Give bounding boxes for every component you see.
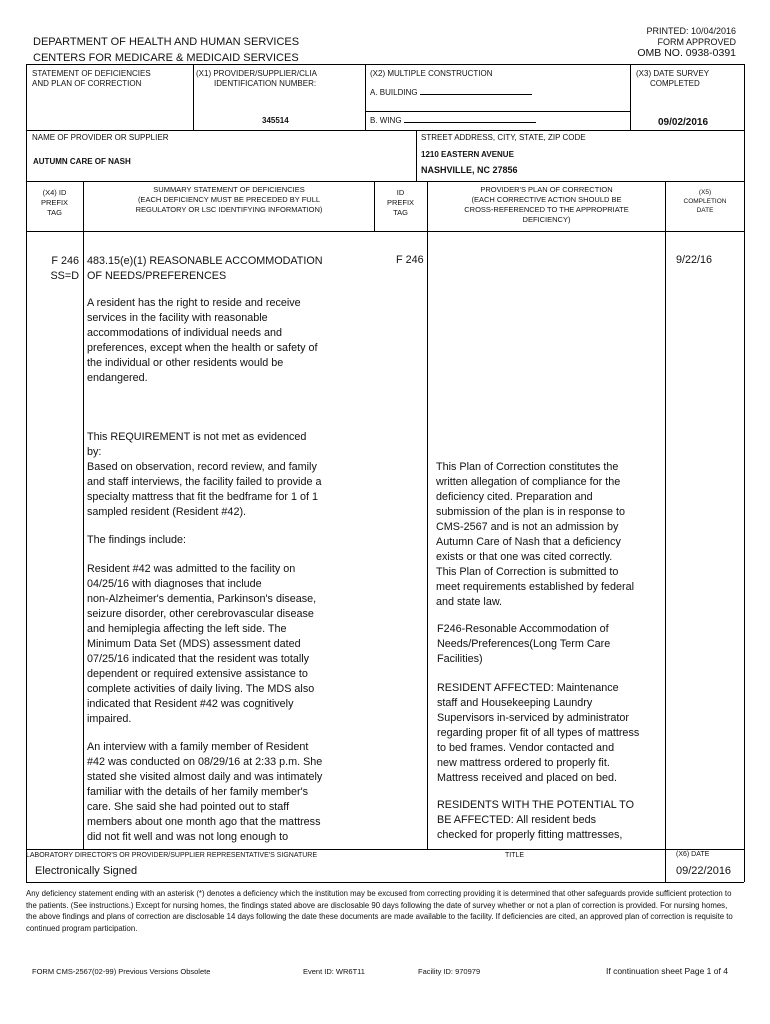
printed-date: PRINTED: 10/04/2016 <box>646 26 736 36</box>
completion-date: 9/22/16 <box>676 254 713 266</box>
provider-name-label: NAME OF PROVIDER OR SUPPLIER <box>32 133 169 142</box>
address-label: STREET ADDRESS, CITY, STATE, ZIP CODE <box>421 133 586 142</box>
family-interview: An interview with a family member of Resident #42 was conducted on 08/29/16 at 2:33 p.m. She stated she visited almost daily and was intimately familiar with the details of her family member's care. She said she had pointed out to staff members about one month ago that the mattress did not fit well and was not long enough to <box>87 741 323 843</box>
title-label: TITLE <box>505 852 525 859</box>
building-blank <box>420 86 532 95</box>
plan-f246-title: F246-Resonable Accommodation of Needs/Preferences(Long Term Care Facilities) <box>437 623 611 665</box>
right-prefix-tag: F 246 <box>396 254 424 266</box>
x1-label: (X1) PROVIDER/SUPPLIER/CLIA IDENTIFICATION NUMBER: <box>196 69 317 88</box>
x4-header: (X4) ID PREFIX TAG <box>40 188 69 217</box>
page-continuation: If continuation sheet Page 1 of 4 <box>606 966 728 976</box>
statement-label: STATEMENT OF DEFICIENCIES AND PLAN OF CORRECTION <box>32 69 151 88</box>
form-approved: FORM APPROVED <box>657 37 736 47</box>
wing-blank <box>404 114 536 123</box>
plan-resident-affected: RESIDENT AFFECTED: Maintenance staff and Housekeeping Laundry Supervisors in-serviced by administrator regarding proper fit of all types of mattress to bed frames. Vendor contacted and new mattress ordered to properly fit. Mattress received and placed on bed. <box>437 682 640 784</box>
findings-resident-42: Resident #42 was admitted to the facility on 04/25/16 with diagnoses that include non-Alzheimer's dementia, Parkinson's disease, seizure disorder, other cerebrovascular disease and hemiplegia affecting the left side. The Minimum Data Set (MDS) assessment dated 07/25/16 indicated that the resident was totally dependent or required extensive assistance to complete activities of daily living. The MDS also indicated that Resident #42 was cognitively impaired. <box>87 563 317 725</box>
form-number: FORM CMS-2567(02-99) Previous Versions Obsolete <box>32 967 211 976</box>
regulation-text: A resident has the right to reside and receive services in the facility with reasonable accommodations of individual needs and preferences, except when the health or safety of the individual or other residents would be endangered. <box>87 297 318 384</box>
x5-header: (X5) COMPLETION DATE <box>683 189 727 214</box>
plan-intro: This Plan of Correction constitutes the written allegation of compliance for the deficiency cited. Preparation and submission of the plan is in response to CMS-2567 and is not an admission by Autumn Care of Nash that a deficiency exists or that one was cited correctly. This Plan of Correction is submitted to meet requirements established by federal and state law. <box>436 461 635 608</box>
summary-header: SUMMARY STATEMENT OF DEFICIENCIES (EACH DEFICIENCY MUST BE PRECEDED BY FULL REGULATORY OR LSC IDENTIFYING INFORMATION) <box>135 185 323 214</box>
electronic-signature: Electronically Signed <box>35 865 138 877</box>
department-name: DEPARTMENT OF HEALTH AND HUMAN SERVICES <box>33 36 300 48</box>
x6-date-label: (X6) DATE <box>676 851 710 858</box>
signature-label: LABORATORY DIRECTOR'S OR PROVIDER/SUPPLIER REPRESENTATIVE'S SIGNATURE <box>26 852 318 859</box>
regulation-title: 483.15(e)(1) REASONABLE ACCOMMODATION OF NEEDS/PREFERENCES <box>87 255 323 282</box>
agency-header <box>33 34 299 66</box>
wing-field: B. WING <box>370 114 536 125</box>
plan-potential-affected: RESIDENTS WITH THE POTENTIAL TO BE AFFECTED: All resident beds checked for properly fitting mattresses, <box>437 799 634 841</box>
plan-header: PROVIDER'S PLAN OF CORRECTION (EACH CORRECTIVE ACTION SHOULD BE CROSS-REFERENCED TO THE APPROPRIATE DEFICIENCY) <box>464 185 629 224</box>
provider-name: AUTUMN CARE OF NASH <box>33 157 131 166</box>
signature-date: 09/22/2016 <box>676 865 732 877</box>
x3-label: (X3) DATE SURVEY COMPLETED <box>636 69 710 88</box>
findings-heading: The findings include: <box>87 534 187 546</box>
form-header-right <box>560 26 736 59</box>
centers-name: CENTERS FOR MEDICARE & MEDICAID SERVICES <box>33 52 299 64</box>
x2-label: (X2) MULTIPLE CONSTRUCTION <box>370 69 493 78</box>
disclaimer-text: Any deficiency statement ending with an asterisk (*) denotes a deficiency which the institution may be excused from correcting providing it is determined that other safeguards provide sufficient protection to the patients. (See instructions.) Except for nursing homes, the findings stated above are disclosable 90 days following the date of survey whether or not a plan of correction is provided. For nursing homes, the above findings and plans of correction are disclosable 14 days following the date these documents are made available to the facility. If deficiencies are cited, an approved plan of correction is requisite to continued program participation. <box>26 889 733 933</box>
requirement-not-met: This REQUIREMENT is not met as evidenced by: Based on observation, record review, and family and staff interviews, the facility failed to provide a specialty mattress that fit the bedframe for 1 of 1 sampled resident (Resident #42). <box>87 431 322 518</box>
omb-number: OMB NO. 0938-0391 <box>637 47 736 59</box>
address-street: 1210 EASTERN AVENUE <box>421 150 514 159</box>
building-field: A. BUILDING <box>370 86 532 97</box>
facility-id: Facility ID: 970979 <box>418 967 481 976</box>
id-header: ID PREFIX TAG <box>386 188 415 217</box>
provider-id-number: 345514 <box>262 116 289 125</box>
left-prefix-tag: F 246 SS=D <box>50 255 79 282</box>
survey-date: 09/02/2016 <box>658 117 709 128</box>
event-id: Event ID: WR6T11 <box>303 967 365 976</box>
address-city: NASHVILLE, NC 27856 <box>421 165 518 175</box>
